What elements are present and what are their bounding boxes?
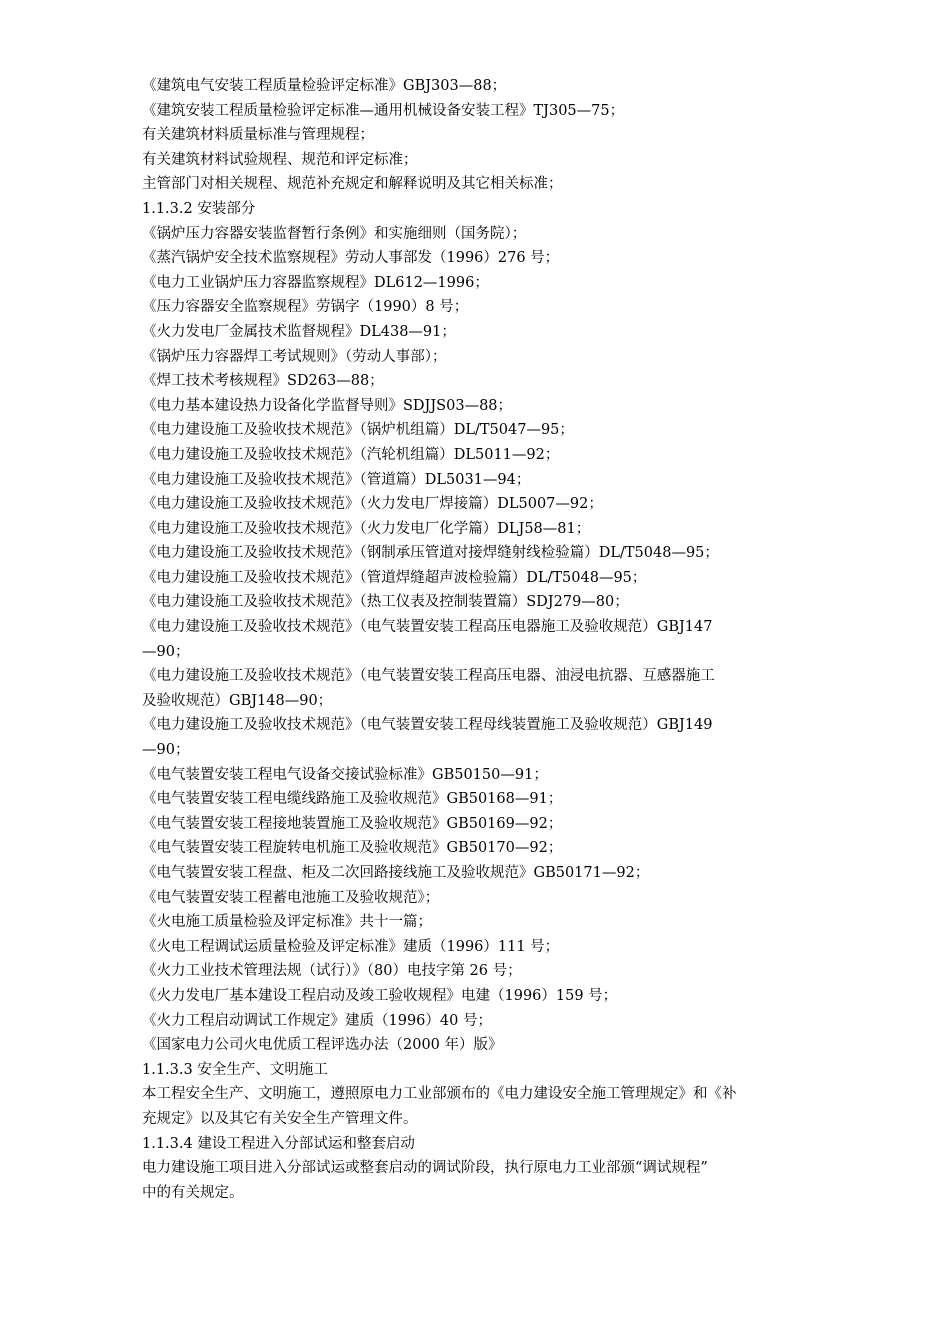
text-line: 《锅炉压力容器焊工考试规则》（劳动人事部）； [142,348,447,365]
text-line: 《电力建设施工及验收技术规范》（汽轮机组篇）DL5011—92； [142,446,560,463]
text-line: 《电力建设施工及验收技术规范》（火力发电厂化学篇）DLJ58—81； [142,520,591,537]
text-line: 《压力容器安全监察规程》劳锅字（1990）8 号； [142,299,469,316]
text-line: 充规定》以及其它有关安全生产管理文件。 [142,1110,418,1127]
text-line: 《锅炉压力容器安装监督暂行条例》和实施细则（国务院）； [142,225,527,242]
text-line: 《建筑电气安装工程质量检验评定标准》GBJ303—88； [142,78,507,94]
text-line: —90； [142,742,190,759]
text-line: 《国家电力公司火电优质工程评选办法（2000 年）版》 [142,1037,503,1054]
text-line: 《火力发电厂金属技术监督规程》DL438—91； [142,323,456,340]
text-line: 《电气装置安装工程电缆线路施工及验收规范》GB50168—91； [142,791,563,808]
text-line: 《电力建设施工及验收技术规范》（锅炉机组篇）DL/T5047—95； [142,422,574,439]
text-line: 《电力建设施工及验收技术规范》（管道篇）DL5031—94； [142,471,531,488]
text-line: 《电力基本建设热力设备化学监督导则》SDJJS03—88； [142,397,513,414]
text-line: 《火力发电厂基本建设工程启动及竣工验收规程》电建（1996）159 号； [142,987,618,1004]
text-line: 《焊工技术考核规程》SD263—88； [142,373,384,390]
text-line: 《电力建设施工及验收技术规范》（管道焊缝超声波检验篇）DL/T5048—95； [142,569,647,586]
section-heading: 1.1.3.4 建设工程进入分部试运和整套启动 [142,1135,415,1152]
text-line: 《火力工程启动调试工作规定》建质（1996）40 号； [142,1012,492,1029]
text-line: 《电气装置安装工程接地装置施工及验收规范》GB50169—92； [142,815,563,832]
text-line: 及验收规范）GBJ148—90； [142,692,333,709]
text-line: 有关建筑材料质量标准与管理规程； [142,127,374,144]
text-line: 中的有关规定。 [142,1184,244,1201]
text-line: 《电力建设施工及验收技术规范》（热工仪表及控制装置篇）SDJ279—80； [142,594,629,611]
text-line: 《蒸汽锅炉安全技术监察规程》劳动人事部发（1996）276 号； [142,250,560,267]
text-line: 本工程安全生产、文明施工，遵照原电力工业部颁布的《电力建设安全施工管理规定》和《补 [142,1086,737,1103]
text-line: 主管部门对相关规程、规范补充规定和解释说明及其它相关标准； [142,176,563,193]
text-line: 《电气装置安装工程盘、柜及二次回路接线施工及验收规范》GB50171—92； [142,865,650,881]
text-line: 《电气装置安装工程旋转电机施工及验收规范》GB50170—92； [142,840,563,857]
text-line: —90； [142,643,190,660]
section-heading: 1.1.3.3 安全生产、文明施工 [142,1061,328,1078]
text-line: 《电力建设施工及验收技术规范》（电气装置安装工程高压电器、油浸电抗器、互感器施工 [142,668,715,685]
section-heading: 1.1.3.2 安装部分 [142,200,256,217]
text-line: 《电力建设施工及验收技术规范》（火力发电厂焊接篇）DL5007—92； [142,496,603,513]
text-line: 《电力建设施工及验收技术规范》（电气装置安装工程母线装置施工及验收规范）GBJ149 [142,717,713,734]
text-line: 《电力工业锅炉压力容器监察规程》DL612—1996； [142,274,489,291]
document-body [142,74,822,1205]
text-line: 《火电工程调试运质量检验及评定标准》建质（1996）111 号； [142,938,560,955]
text-line: 《火电施工质量检验及评定标准》共十一篇； [142,914,432,931]
text-line: 有关建筑材料试验规程、规范和评定标准； [142,151,418,168]
text-line: 《电气装置安装工程电气设备交接试验标准》GB50150—91； [142,766,548,783]
text-line: 电力建设施工项目进入分部试运或整套启动的调试阶段，执行原电力工业部颁“调试规程” [142,1160,708,1177]
text-line: 《电力建设施工及验收技术规范》（电气装置安装工程高压电器施工及验收规范）GBJ147 [142,619,713,636]
text-line: 《电力建设施工及验收技术规范》（钢制承压管道对接焊缝射线检验篇）DL/T5048—95； [142,545,719,562]
text-line: 《火力工业技术管理法规（试行）》（80）电技字第 26 号； [142,963,522,980]
text-line: 《建筑安装工程质量检验评定标准—通用机械设备安装工程》TJ305—75； [142,102,625,119]
text-line: 《电气装置安装工程蓄电池施工及验收规范》； [142,889,440,906]
